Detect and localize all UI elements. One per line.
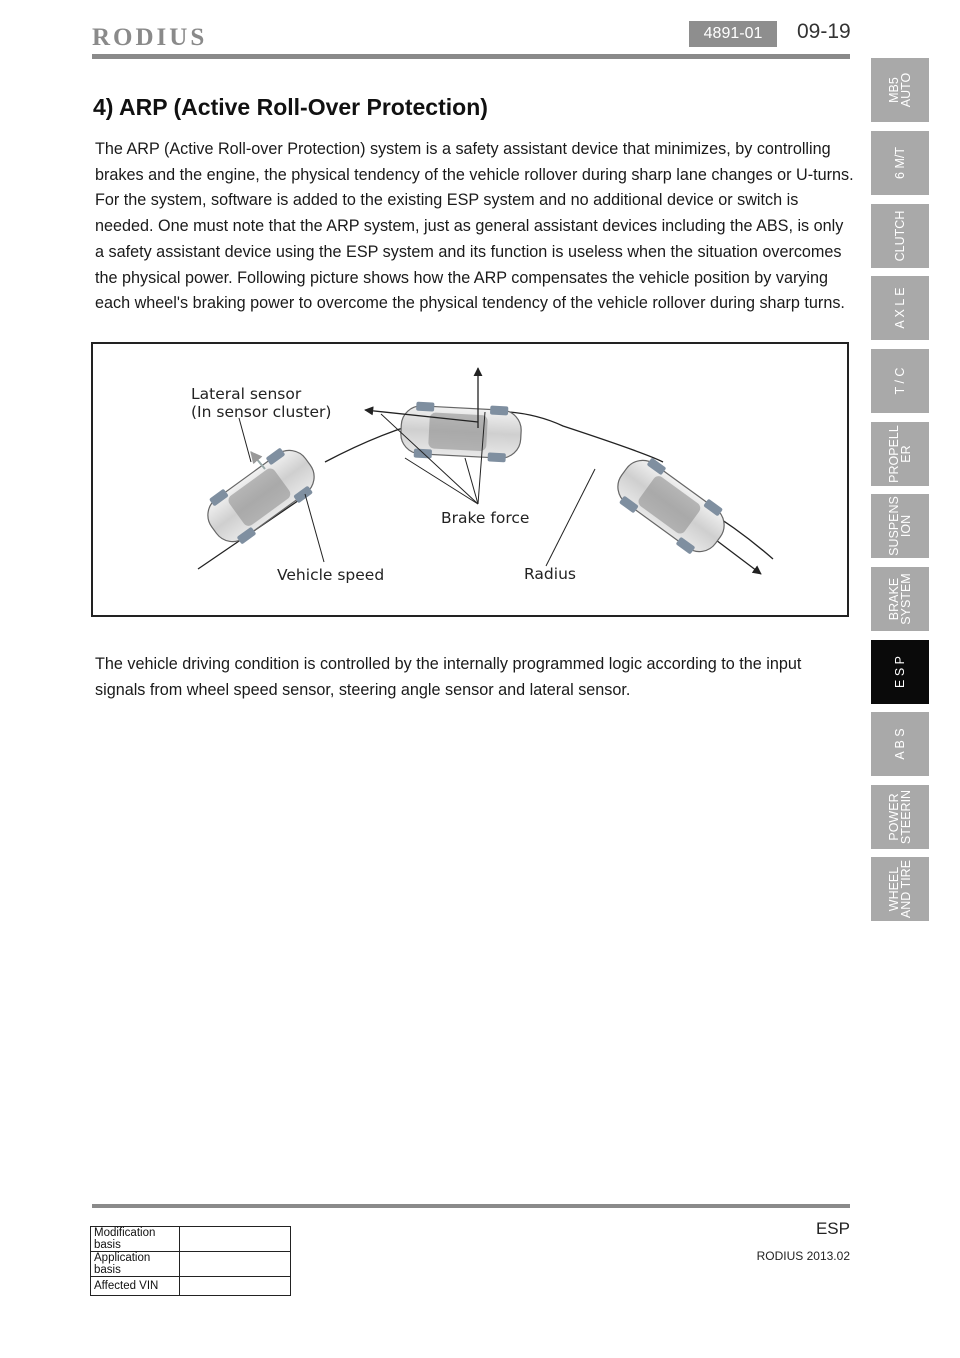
revision-value	[180, 1227, 291, 1252]
intro-paragraph: The ARP (Active Roll-over Protection) system is a safety assistant device that minimizes, by controlling brakes and the engine, the physical tendency of the vehicle rollover during sharp lane changes or U-turns. For the system, software is added to the existing ESP system and no additional device or switch is needed. One must note that the ARP system, just as general assistant devices including the ABS, is only a safety assistant device using the ESP system and its function is useless when the situation overcomes the physical power. Following picture shows how the ARP compensates the vehicle position by varying each wheel's braking power to overcome the physical tendency of the vehicle rollover during sharp turns.	[95, 140, 854, 313]
car-middle	[400, 401, 523, 463]
tab-clutch[interactable]: CLUTCH	[871, 204, 929, 268]
footer-section-name: ESP	[815, 1219, 850, 1238]
tab-propeller[interactable]: PROPELL ER	[871, 422, 929, 486]
table-row	[91, 1227, 291, 1252]
label-vehicle-speed: Vehicle speed	[277, 566, 385, 584]
tab-wheel-and-tire[interactable]: WHEEL AND TIRE	[871, 857, 929, 921]
tab-brake-system[interactable]: BRAKE SYSTEM	[871, 567, 929, 631]
car-right	[608, 449, 735, 562]
revision-table	[90, 1226, 291, 1296]
revision-label: Modification basis	[91, 1227, 180, 1252]
section-title: 4) ARP (Active Roll-Over Protection)	[93, 94, 488, 120]
label-radius: Radius	[524, 565, 576, 583]
tab-power-steering[interactable]: POWER STEERIN	[871, 785, 929, 849]
section-code-badge: 4891-01	[689, 21, 777, 47]
tab-6mt[interactable]: 6 M/T	[871, 131, 929, 195]
footer-rule	[92, 1204, 850, 1208]
tab-abs[interactable]: A B S	[871, 712, 929, 776]
label-lateral-sensor-sub: (In sensor cluster)	[191, 403, 332, 421]
table-row	[91, 1252, 291, 1277]
arp-diagram	[91, 342, 849, 617]
label-lateral-sensor: Lateral sensor	[191, 385, 302, 403]
revision-value	[180, 1277, 291, 1296]
tab-mb5-auto[interactable]: MB5 AUTO	[871, 58, 929, 122]
label-brake-force: Brake force	[441, 509, 530, 527]
table-row	[91, 1277, 291, 1296]
revision-label: Application basis	[91, 1252, 180, 1277]
revision-value	[180, 1252, 291, 1277]
brand-logo: RODIUS	[92, 24, 208, 51]
control-paragraph: The vehicle driving condition is controlled by the internally programmed logic according to the input signals from wheel speed sensor, steering angle sensor and lateral sensor.	[95, 655, 802, 699]
page-number: 09-19	[797, 20, 851, 43]
tab-axle[interactable]: A X L E	[871, 276, 929, 340]
footer-edition: RODIUS 2013.02	[756, 1249, 850, 1263]
tab-tc[interactable]: T / C	[871, 349, 929, 413]
tab-suspension[interactable]: SUSPENS ION	[871, 494, 929, 558]
tab-esp[interactable]: E S P	[871, 640, 929, 704]
header-rule	[92, 54, 850, 59]
revision-label: Affected VIN	[91, 1277, 180, 1296]
